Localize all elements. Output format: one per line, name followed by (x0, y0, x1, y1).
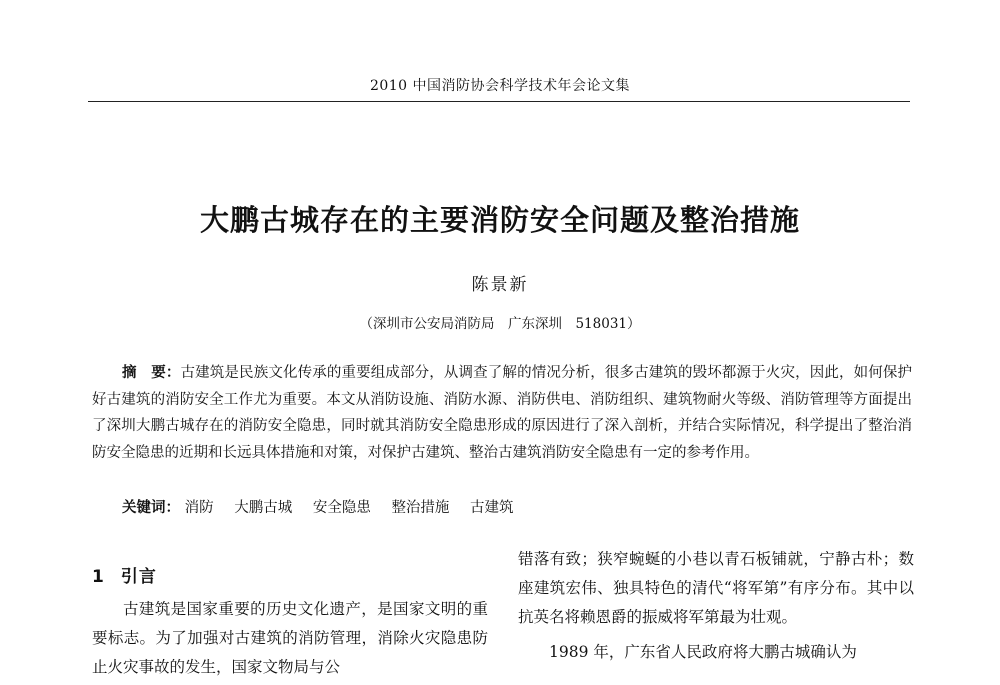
right-column (518, 545, 914, 667)
left-column (92, 548, 488, 682)
keywords-label: 关键词： (122, 499, 180, 516)
running-header: 2010 中国消防协会科学技术年会论文集 (369, 78, 631, 94)
keyword-item: 大鹏古城 (234, 500, 293, 516)
section-number: 1 (92, 567, 105, 587)
header-rule (88, 101, 910, 102)
section-heading (92, 562, 488, 587)
keyword-item: 古建筑 (470, 500, 514, 516)
section-title: 引言 (120, 567, 157, 587)
abstract-label: 摘 要： (122, 364, 181, 381)
keyword-item: 整治措施 (391, 500, 450, 516)
body-paragraph-continuation: 错落有致；狭窄蜿蜒的小巷以青石板铺就，宁静古朴；数座建筑宏伟、独具特色的清代“将军第”有序分布。其中以抗英名将赖恩爵的振威将军第最为壮观。 (518, 550, 914, 626)
keyword-item: 安全隐患 (312, 500, 371, 516)
abstract (92, 360, 912, 466)
author-affiliation: （深圳市公安局消防局 广东深圳 518031） (359, 316, 641, 332)
author-name: 陈景新 (471, 275, 529, 295)
keywords (122, 495, 912, 521)
keyword-item: 消防 (184, 500, 214, 516)
body-paragraph: 古建筑是国家重要的历史文化遗产，是国家文明的重要标志。为了加强对古建筑的消防管理，消除火灾隐患防止火灾事故的发生，国家文物局与公 (92, 600, 488, 676)
paper-title: 大鹏古城存在的主要消防安全问题及整治措施 (199, 203, 800, 237)
abstract-text: 古建筑是民族文化传承的重要组成部分，从调查了解的情况分析，很多古建筑的毁坏都源于火灾，因此，如何保护好古建筑的消防安全工作尤为重要。本文从消防设施、消防水源、消防供电、消防组织、建筑物耐火等级、消防管理等方面提出了深圳大鹏古城存在的消防安全隐患，同时就其消防安全隐患形成的原因进行了深入剖析，并结合实际情况，科学提出了整治消防安全隐患的近期和长远具体措施和对策，对保护古建筑、整治古建筑消防安全隐患有一定的参考作用。 (92, 365, 912, 461)
body-paragraph: 1989 年，广东省人民政府将大鹏古城确认为 (549, 643, 857, 661)
